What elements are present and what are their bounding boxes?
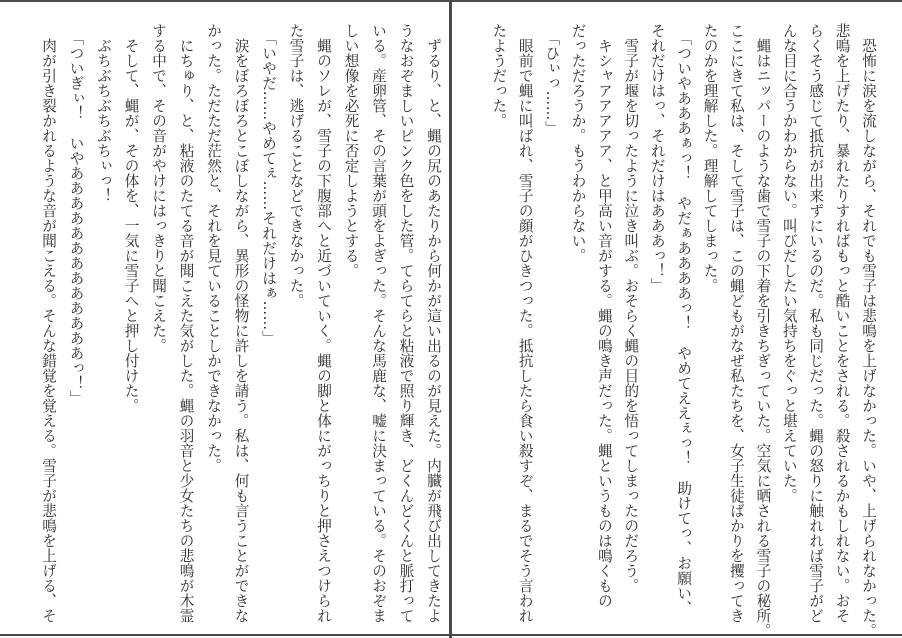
right-page: [452, 2, 902, 638]
text-line: そして、蝿が、その体を、一気に雪子へと押し付けた。: [122, 23, 140, 413]
text-line: 眼前で蝿に叫ばれ、雪子の顔がひきつった。抵抗したら食い殺すぞ、まるでそう言われ: [516, 23, 534, 623]
text-line: しい想像を必死に否定しようとする。: [342, 23, 360, 278]
text-line: た雪子は、逃げることなどできなかった。: [287, 23, 305, 308]
text-line: たのかを理解した。理解してしまった。: [701, 23, 719, 293]
text-line: 肉が引き裂かれるような音が聞こえる。そんな錯覚を覚える。雪子が悲鳴を上げる、そ: [40, 23, 57, 623]
text-line: 涙をぼろぼろとこぼしながら、異形の怪物に許しを請う。私は、何も言うことができな: [232, 23, 250, 623]
text-line: ぶちぶちぶちぶちぃっ！: [95, 23, 112, 203]
left-page-text: [35, 23, 448, 628]
text-line: 悲鳴を上げたり、暴れたりすればもっと酷いことをされる。殺されるかもしれない。おそ: [833, 23, 851, 623]
right-page-text: [485, 23, 881, 638]
text-line: する中で、その音がやけにはっきりと聞こえた。: [150, 23, 167, 353]
text-line: かった。ただただ茫然と、それを見ていることしかできなかった。: [205, 23, 222, 473]
left-page: [0, 2, 449, 638]
text-line: 「いやだ……やめてぇ……それだけはぁ……」: [260, 23, 277, 346]
text-line: んな目に合うかわからない。叫びだしたい気持ちをぐっと堪えていた。: [780, 23, 798, 503]
text-line: それだけはっ、それだけはあああっ！」: [648, 23, 666, 293]
text-line: らくそう感じて抵抗が出来ずにいるのだ。私も同じだった。蝿の怒りに触れれば雪子がど: [807, 23, 825, 623]
text-line: ここにきて私は、そして雪子は、この蝿どもがなぜ私たちを、女子生徒ばかりを攫ってき: [727, 23, 745, 623]
text-line: いる。産卵管、その言葉が頭をよぎった。そんな馬鹿な、嘘に決まっている。そのおぞま: [370, 23, 387, 623]
text-line: キシャアアアアア、と甲高い音がする。蝿の鳴き声だった。蝿というものは鳴くもの: [595, 23, 613, 608]
text-line: ずるり、と、蝿の尻のあたりから何かが這い出るのが見えた。内臓が飛び出してきたよ: [425, 23, 442, 623]
text-line: だっただろうか。もうわからない。: [569, 23, 587, 263]
text-line: 蝿はニッパーのような歯で雪子の下着を引きちぎっていた。空気に晒される雪子の秘所。: [754, 23, 772, 638]
text-line: 雪子が堰を切ったように泣き叫ぶ。おそらく蝿の目的を悟ってしまったのだろう。: [622, 23, 640, 593]
text-line: 「ひぃっ……」: [543, 23, 561, 136]
text-line: にちゅり、と、粘液のたてる音が聞こえた気がした。蝿の羽音と少女たちの悲鳴が木霊: [177, 23, 195, 623]
text-line: 恐怖に涙を流しながら、それでも雪子は悲鳴を上げなかった。いや、上げられなかった。: [860, 23, 877, 638]
text-line: 「ついぎぃ！ いやあああああああああああああっ！」: [67, 23, 85, 406]
text-line: うなおぞましいピンク色をした管。てらてらと粘液で照り輝き、どくんどくんと脈打って: [397, 23, 415, 623]
text-line: 「ついやあああぁっ！ やだぁああああっ！ やめてええぇっ！ 助けてっ、お願い、: [675, 23, 693, 616]
text-line: たようだった。: [490, 23, 508, 128]
text-line: 蝿のソレが、雪子の下腹部へと近づいていく。蝿の脚と体にがっちりと押さえつけられ: [315, 23, 332, 623]
